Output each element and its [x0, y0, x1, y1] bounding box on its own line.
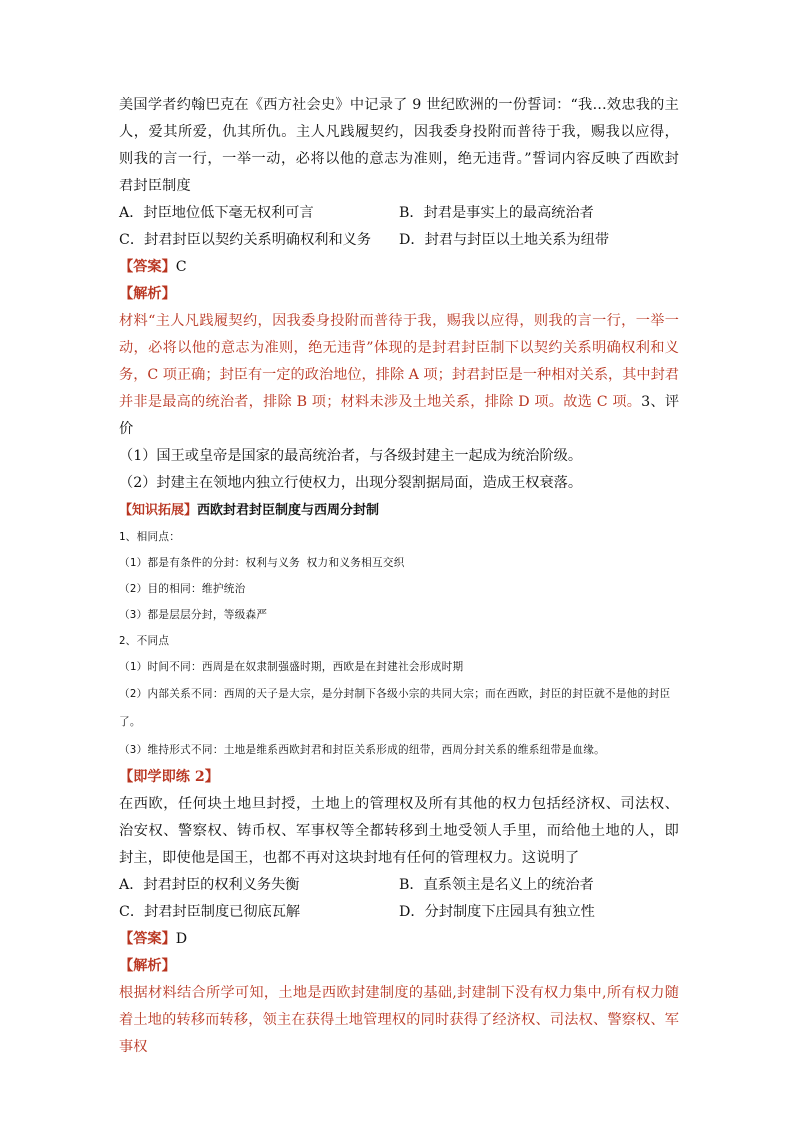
- q2-answer-label: 【答案】: [119, 931, 176, 947]
- extension-diff-2: （2）内部关系不同：西周的天子是大宗，是分封制下各级小宗的共同大宗；而在西欧，封臣的封臣就不是他的封臣了。: [119, 688, 671, 728]
- extension-same-heading: 1、相同点：: [119, 531, 181, 543]
- q1-options-row-1: [119, 200, 679, 227]
- extension-tag: 【知识拓展】: [119, 503, 198, 518]
- q1-option-a: A．封臣地位低下毫无权利可言: [119, 205, 314, 221]
- extension-same-2: （2）目的相同：维护统治: [119, 583, 246, 595]
- q1-option-d: D．封君与封臣以土地关系为纽带: [399, 232, 610, 248]
- q1-analysis-label: 【解析】: [119, 286, 176, 302]
- document-page: [119, 92, 679, 1061]
- q2-answer: [119, 926, 679, 953]
- q2-stem: 在西欧，任何块土地旦封授，土地上的管理权及所有其他的权力包括经济权、司法权、治安权、警察权、铸币权、军事权等全都转移到土地受领人手里，而给他土地的人，即封主，即使他是国王，也都不再对这块封地有任何的管理权力。这说明了: [119, 796, 679, 866]
- q2-option-b: B．直系领主是名义上的统治者: [399, 877, 594, 893]
- q2-label: 【即学即练 2】: [119, 769, 219, 785]
- extension-same-1: （1）都是有条件的分封：权利与义务 权力和义务相互交织: [119, 557, 405, 569]
- q1-stem: 美国学者约翰巴克在《西方社会史》中记录了 9 世纪欧洲的一份誓词：“我…效忠我的主人，爱其所爱，仇其所仇。主人凡践履契约，因我委身投附而普待于我，赐我以应得，则我的言一行，一举一动，必将以他的意志为准则，绝无违背。”誓词内容反映了西欧封君封臣制度: [119, 97, 679, 194]
- extension-diff-heading: 2、不同点: [119, 635, 170, 647]
- q1-option-c: C．封君封臣以契约关系明确权利和义务: [119, 232, 372, 248]
- q1-analysis: [119, 308, 679, 443]
- extension-diff-1: （1）时间不同：西周是在奴隶制强盛时期，西欧是在封建社会形成时期: [119, 661, 464, 673]
- q2-options-row-2: [119, 899, 679, 926]
- q1-analysis-tail: 3、评价: [119, 394, 680, 437]
- q2-option-c: C．封君封臣制度已彻底瓦解: [119, 904, 301, 920]
- q1-answer-value: C: [175, 259, 187, 275]
- q2-options-row-1: [119, 872, 679, 899]
- q1-eval-2: （2）封建主在领地内独立行使权力，出现分裂割据局面，造成王权衰落。: [119, 475, 583, 491]
- extension-title-text: 西欧封君封臣制度与西周分封制: [197, 503, 380, 518]
- q2-analysis-label: 【解析】: [119, 958, 176, 974]
- q1-eval-1: （1）国王或皇帝是国家的最高统治者，与各级封建主一起成为统治阶级。: [119, 448, 583, 464]
- q2-option-a: A．封君封臣的权利义务失衡: [119, 877, 300, 893]
- q1-options-row-2: [119, 227, 679, 254]
- extension-diff-3: （3）维持形式不同：土地是维系西欧封君和封臣关系形成的纽带，西周分封关系的维系纽带是血缘。: [119, 744, 605, 756]
- q2-analysis: 根据材料结合所学可知，土地是西欧封建制度的基础,封建制下没有权力集中,所有权力随着土地的转移而转移，领主在获得土地管理权的同时获得了经济权、司法权、警察权、军事权: [119, 985, 679, 1055]
- extension-same-3: （3）都是层层分封，等级森严: [119, 609, 268, 621]
- q1-answer-label: 【答案】: [119, 259, 176, 275]
- q2-answer-value: D: [175, 931, 188, 947]
- q1-option-b: B．封君是事实上的最高统治者: [399, 205, 594, 221]
- q2-option-d: D．分封制度下庄园具有独立性: [399, 904, 595, 920]
- q1-answer: [119, 254, 679, 281]
- extension-title: [119, 497, 679, 524]
- q1-analysis-text: 材料“主人凡践履契约，因我委身投附而普待于我，赐我以应得，则我的言一行，一举一动，必将以他的意志为准则，绝无违背”体现的是封君封臣制下以契约关系明确权利和义务，C 项正确；封臣有一定的政治地位，排除 A 项；封君封臣是一种相对关系，其中封君并非是最高的统治者，排除 B 项；材料未涉及土地关系，排除 D 项。故选 C 项。: [119, 313, 679, 410]
